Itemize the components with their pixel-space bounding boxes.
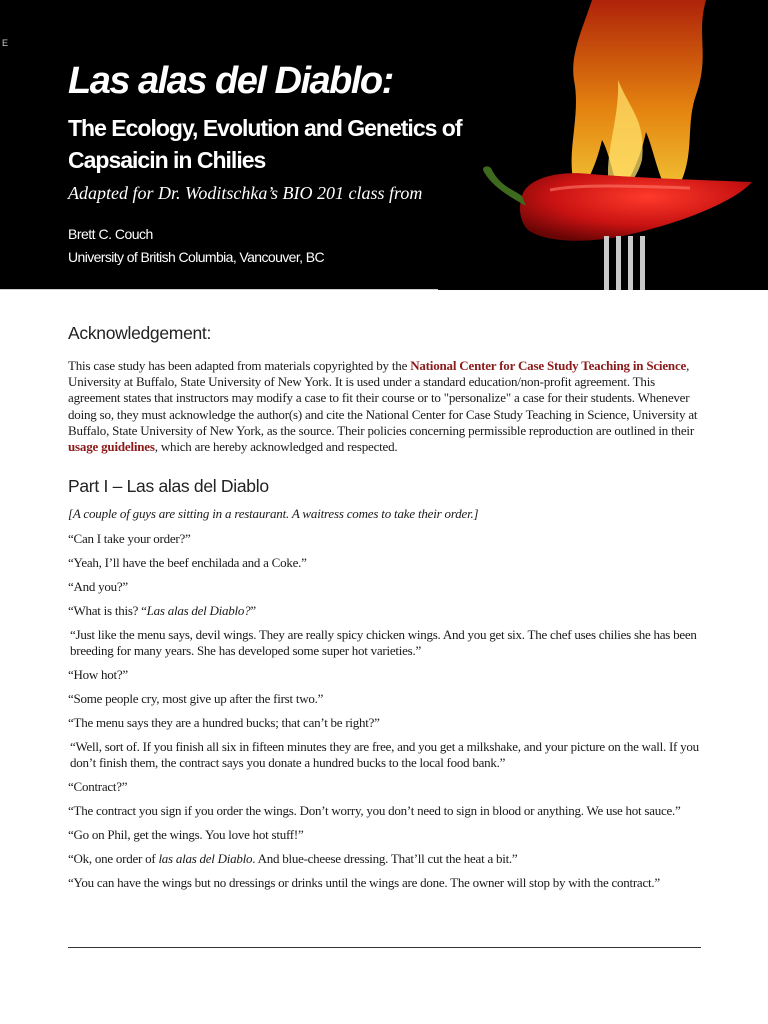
banner-divider [0, 289, 438, 290]
dialogue-line: “Well, sort of. If you finish all six in fifteen minutes they are free, and you get a milkshake, and your picture on the wall. If you don’t finish them, the contract says you donate a hundred bucks to the local food bank.” [70, 739, 699, 770]
ack-text-2: , University at Buffalo, State University of New York. It is used under a standard education/non-profit agreement. This agreement states that instructors may modify a case to fit their course or to "personalize" a case for their students. Whenever doing so, they must acknowledge the author(s) and cite the National Center for Case Study Teaching in Science, University at Buffalo, State University of New York, as the source. Their policies concerning permissible reproduction are outlined in their [68, 358, 698, 438]
dialogue-line: “Go on Phil, get the wings. You love hot stuff!” [68, 827, 304, 842]
title-banner [0, 0, 768, 290]
ncst-link[interactable]: National Center for Case Study Teaching in Science [410, 358, 687, 373]
document-title: Las alas del Diablo: [68, 60, 393, 102]
usage-guidelines-link[interactable]: usage guidelines [68, 439, 155, 455]
ack-text-1: This case study has been adapted from materials copyrighted by the [68, 358, 411, 373]
footer-rule [68, 947, 701, 948]
document-subtitle: The Ecology, Evolution and Genetics of Capsaicin in Chilies [68, 115, 462, 173]
dialogue-line: “Can I take your order?” [68, 531, 191, 546]
dialogue-line: “Just like the menu says, devil wings. They are really spicy chicken wings. And you get six. The chef uses chilies she has been breeding for many years. She has developed some super hot varieties.” [70, 627, 697, 658]
dialogue-line [68, 603, 708, 619]
dialogue-line: “Contract?” [68, 779, 128, 794]
dialogue-line: “The contract you sign if you order the wings. Don’t worry, you don’t need to sign in blood or anything. We use hot sauce.” [68, 803, 681, 818]
chili-pepper-shape [520, 173, 752, 241]
ack-text-3: , which are hereby acknowledged and respected. [154, 439, 398, 455]
acknowledgement-paragraph [68, 358, 702, 455]
part-one-heading: Part I – Las alas del Diablo [68, 476, 269, 496]
stage-direction: [A couple of guys are sitting in a restaurant. A waitress comes to take their order.] [68, 506, 479, 521]
dialogue-line: “You can have the wings but no dressings or drinks until the wings are done. The owner will stop by with the contract.” [68, 875, 660, 890]
acknowledgement-heading: Acknowledgement: [68, 323, 212, 343]
author-name: Brett C. Couch [68, 226, 153, 242]
adapted-note: Adapted for Dr. Woditschka’s BIO 201 class from [68, 183, 423, 203]
dialogue-fragment: ” [250, 603, 256, 618]
dialogue-line: “The menu says they are a hundred bucks; that can’t be right?” [68, 715, 380, 730]
dialogue-fragment: . And blue-cheese dressing. That’ll cut the heat a bit.” [252, 851, 518, 866]
dialogue-italic: Las alas del Diablo? [146, 603, 251, 618]
dialogue-italic: las alas del Diablo [158, 851, 253, 866]
dialogue-fragment: “Ok, one order of [68, 851, 159, 866]
fork-shape [604, 236, 645, 290]
corner-mark: E [2, 38, 9, 48]
dialogue-line [68, 851, 708, 867]
flaming-chili-image [470, 0, 768, 290]
dialogue-line: “And you?” [68, 579, 128, 594]
dialogue-line: “How hot?” [68, 667, 128, 682]
dialogue [68, 506, 708, 899]
author-affiliation: University of British Columbia, Vancouver, BC [68, 249, 324, 265]
dialogue-line: “Yeah, I’ll have the beef enchilada and a Coke.” [68, 555, 307, 570]
dialogue-fragment: “What is this? “ [68, 603, 147, 618]
dialogue-line: “Some people cry, most give up after the first two.” [68, 691, 324, 706]
